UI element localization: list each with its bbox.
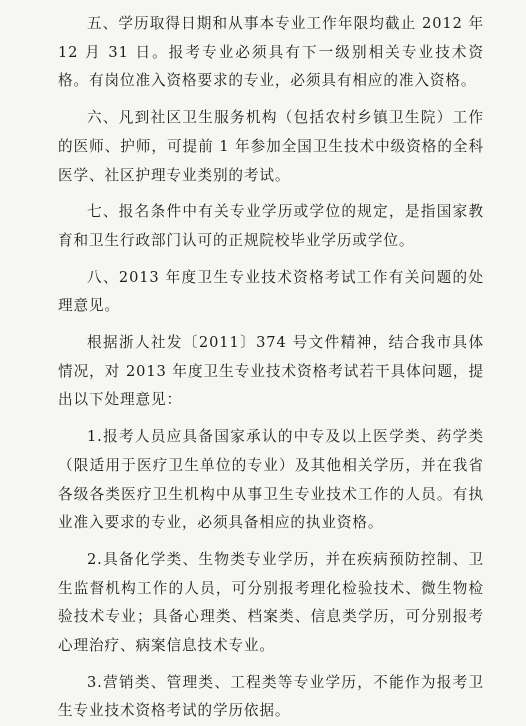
paragraph-point-2: 2.具备化学类、生物类专业学历，并在疾病预防控制、卫生监督机构工作的人员，可分别报考理化检验技术、微生物检验技术专业；具备心理类、档案类、信息类学历，可分别报考心理治疗、病案信息技术专业。 [58,550,484,655]
paragraph-basis: 根据浙人社发〔2011〕374 号文件精神，结合我市具体情况，对 2013 年度卫生专业技术资格考试若干具体问题，提出以下处理意见： [58,334,484,409]
paragraph-point-3: 3.营销类、管理类、工程类等专业学历，不能作为报考卫生专业技术资格考试的学历依据。 [58,673,484,720]
paragraph-item-6: 六、凡到社区卫生服务机构（包括农村乡镇卫生院）工作的医师、护师，可提前 1 年参加全国卫生技术中级资格的全科医学、社区护理专业类别的考试。 [58,109,484,184]
paragraph-item-8: 八、2013 年度卫生专业技术资格考试工作有关问题的处理意见。 [58,268,484,315]
paragraph-item-7: 七、报名条件中有关专业学历或学位的规定，是指国家教育和卫生行政部门认可的正规院校毕业学历或学位。 [58,203,484,249]
paragraph-item-5: 五、学历取得日期和从事本专业工作年限均截止 2012 年 12 月 31 日。报考专业必须具有下一级别相关专业技术资格。有岗位准入资格要求的专业，必须具有相应的准入资格。 [58,15,484,90]
paragraph-point-1: 1.报考人员应具备国家承认的中专及以上医学类、药学类（限适用于医疗卫生单位的专业）及其他相关学历，并在我省各级各类医疗卫生机构中从事卫生专业技术工作的人员。有执业准入要求的专业，必须具备相应的执业资格。 [58,428,484,532]
